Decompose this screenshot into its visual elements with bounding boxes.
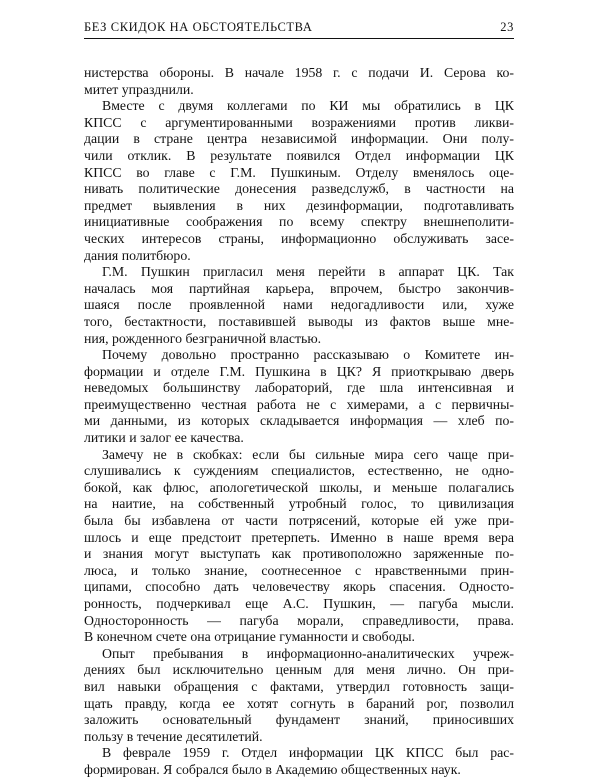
text-line: В феврале 1959 г. Отдел информации ЦК КПСС был рас- — [102, 745, 514, 761]
text-line: ческих интересов страны, информационно обслуживать засе- — [84, 230, 514, 246]
text-line: чили отклик. В результате появился Отдел информации ЦК — [84, 147, 514, 163]
text-line: формации и отделе Г.М. Пушкина в ЦК? Я приоткрываю дверь — [84, 363, 514, 379]
text-line: неведомых большинству лабораторий, где шла интенсивная и — [84, 380, 514, 396]
text-line: того, бестактности, поставившей выводы из фактов выше мне- — [84, 313, 514, 329]
text-line: нистерства обороны. В начале 1958 г. с подачи И. Серова ко- — [84, 65, 514, 80]
text-line: Вместе с двумя коллегами по КИ мы обратились в ЦК — [102, 98, 514, 114]
text-line: люса, и только знание, соотнесенное с нравственными прин- — [84, 562, 514, 578]
paragraph — [84, 264, 514, 347]
text-line: Г.М. Пушкин пригласил меня перейти в аппарат ЦК. Так — [102, 264, 514, 280]
running-header-title: БЕЗ СКИДОК НА ОБСТОЯТЕЛЬСТВА — [84, 20, 313, 34]
text-line: КПСС с аргументированными возражениями против ликви- — [84, 114, 514, 130]
text-line: инициативные соображения по всему спектру внешнеполити- — [84, 214, 514, 230]
text-line: Замечу не в скобках: если бы сильные мира сего чаще при- — [102, 446, 514, 462]
text-line: была бы избавлена от части потрясений, которые ей уже при- — [84, 513, 514, 529]
running-header — [84, 20, 514, 37]
text-line: шлось и еще предстоит претерпеть. Именно в наше время вера — [84, 529, 514, 545]
header-rule — [84, 38, 514, 39]
text-line: В конечном счете она отрицание гуманности и свободы. — [84, 629, 415, 645]
text-line: нивать политические донесения разведслужб, в частности на — [84, 181, 514, 197]
text-line: литики и залог ее качества. — [84, 430, 244, 446]
page-number: 23 — [500, 20, 514, 34]
paragraph — [84, 447, 514, 646]
text-line: началась моя партийная карьера, впрочем, быстро закончив- — [84, 280, 514, 296]
text-line: ронность, подчеркивал еще А.С. Пушкин, — пагуба мысли. — [84, 596, 514, 611]
paragraph — [84, 745, 514, 778]
text-line: Односторонность — пагуба морали, справедливости, права. — [84, 612, 514, 628]
book-page — [84, 20, 514, 779]
text-line: дания политбюро. — [84, 247, 191, 263]
text-line: ципами, способно дать человечеству якорь спасения. Односто- — [84, 579, 514, 595]
text-line: дации в стране центра независимой информации. Они полу- — [84, 131, 514, 147]
text-line: и знания могут выступать как противоположно заряженные по- — [84, 546, 514, 562]
text-line: слушивались к суждениям специалистов, естественно, не одно- — [84, 463, 514, 479]
text-line: предмет выявления в них дезинформации, подготавливать — [84, 197, 514, 213]
text-line: Почему довольно пространно рассказываю о Комитете ин- — [102, 347, 514, 363]
text-line: КПСС во главе с Г.М. Пушкиным. Отделу вменялось оце- — [84, 164, 514, 180]
text-line: ния, рожденного безграничной властью. — [84, 330, 322, 346]
paragraph — [84, 65, 514, 98]
text-line: дениях был исключительно ценным для меня лично. Он при- — [84, 662, 514, 678]
text-line: заложить основательный фундамент знаний, приносивших — [84, 712, 514, 728]
body-text — [84, 65, 514, 779]
paragraph — [84, 347, 514, 447]
text-line: вил навыки обращения с фактами, утвердил готовность защи- — [84, 678, 514, 694]
paragraph — [84, 98, 514, 264]
text-line: ми данными, из которых складывается информация — хлеб по- — [84, 413, 514, 429]
text-line: щать правду, когда ее хотят согнуть в бараний рог, позволил — [84, 695, 514, 711]
text-line: шаяся после проявленной нами недогадливости или, хуже — [84, 297, 514, 313]
text-line: формирован. Я собрался было в Академию общественных наук. — [84, 761, 461, 777]
text-line: на наитие, на собственный утробный голос, то цивилизация — [84, 496, 514, 512]
text-line: бокой, как флюс, апологетической школы, и меньше полагались — [84, 479, 514, 495]
text-line: преимущественно честная работа не с химерами, а с первичны- — [84, 396, 514, 412]
text-line: пользу в течение десятилетий. — [84, 728, 263, 744]
paragraph — [84, 646, 514, 746]
text-line: Опыт пребывания в информационно-аналитических учреж- — [102, 645, 514, 661]
text-line: митет упразднили. — [84, 81, 194, 97]
